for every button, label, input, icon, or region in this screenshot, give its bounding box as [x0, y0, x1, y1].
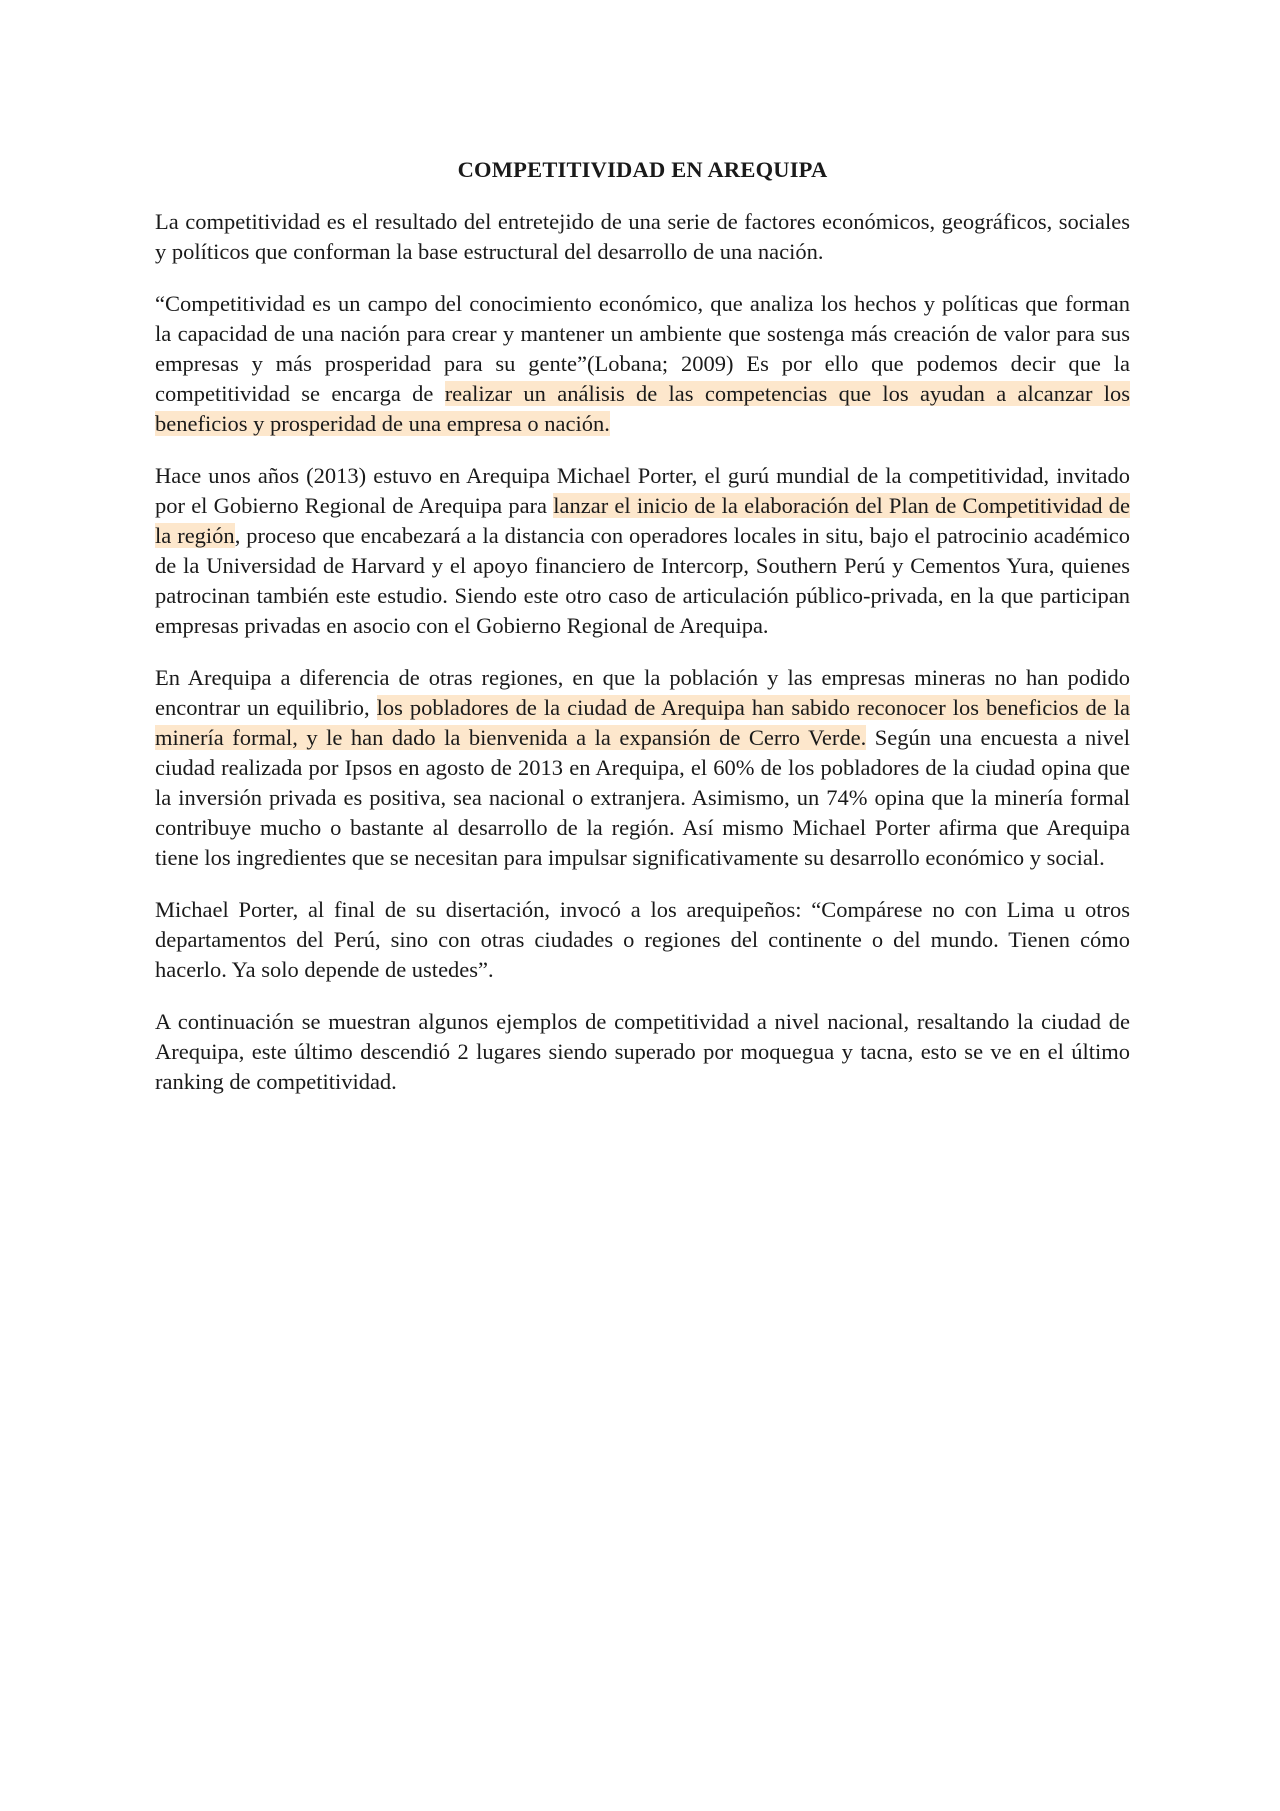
- paragraph-text: La competitividad es el resultado del entretejido de una serie de factores económicos, geográficos, sociales y políticos que conforman la base estructural del desarrollo de una nación.: [155, 209, 1130, 264]
- paragraph-porter-quote: [155, 895, 1130, 985]
- highlighted-text: los pobladores de la ciudad de Arequipa han sabido reconocer los beneficios de la minería formal, y le han dado la bienvenida a la expansión de Cerro Verde.: [155, 695, 1130, 750]
- paragraph-text: , proceso que encabezará a la distancia con operadores locales in situ, bajo el patrocinio académico de la Universidad de Harvard y el apoyo financiero de Intercorp, Southern Perú y Cementos Yura, quienes patrocinan también este estudio. Siendo este otro caso de articulación público-privada, en la que participan empresas privadas en asocio con el Gobierno Regional de Arequipa.: [155, 523, 1130, 638]
- paragraph-michael-porter-visit: [155, 461, 1130, 641]
- paragraph-quote-lobana: [155, 289, 1130, 439]
- paragraph-text: Según una encuesta a nivel ciudad realizada por Ipsos en agosto de 2013 en Arequipa, el 60% de los pobladores de la ciudad opina que la inversión privada es positiva, sea nacional o extranjera. Asimismo, un 74% opina que la minería formal contribuye mucho o bastante al desarrollo de la región. Así mismo Michael Porter afirma que Arequipa tiene los ingredientes que se necesitan para impulsar significativamente su desarrollo económico y social.: [155, 725, 1130, 870]
- document-title: COMPETITIVIDAD EN AREQUIPA: [457, 157, 828, 182]
- highlighted-text: lanzar el inicio de la elaboración del Plan de Competitividad de la región: [155, 493, 1130, 548]
- highlighted-text: realizar un análisis de las competencias que los ayudan a alcanzar los beneficios y prosperidad de una empresa o nación.: [155, 381, 1130, 436]
- paragraph-text: Hace unos años (2013) estuvo en Arequipa Michael Porter, el gurú mundial de la competitividad, invitado por el Gobierno Regional de Arequipa para: [155, 463, 1130, 518]
- paragraph-text: A continuación se muestran algunos ejemplos de competitividad a nivel nacional, resaltando la ciudad de Arequipa, este último descendió 2 lugares siendo superado por moquegua y tacna, esto se ve en el último ranking de competitividad.: [155, 1009, 1130, 1094]
- paragraph-text: Michael Porter, al final de su disertación, invocó a los arequipeños: “Compárese no con Lima u otros departamentos del Perú, sino con otras ciudades o regiones del continente o del mundo. Tienen cómo hacerlo. Ya solo depende de ustedes”.: [155, 897, 1130, 982]
- paragraph-text: “Competitividad es un campo del conocimiento económico, que analiza los hechos y políticas que forman la capacidad de una nación para crear y mantener un ambiente que sostenga más creación de valor para sus empresas y más prosperidad para su gente”(Lobana; 2009) Es por ello que podemos decir que la competitividad se encarga de: [155, 291, 1130, 406]
- paragraph-text: En Arequipa a diferencia de otras regiones, en que la población y las empresas mineras no han podido encontrar un equilibrio,: [155, 665, 1130, 720]
- paragraph-mining-arequipa: [155, 663, 1130, 873]
- paragraph-ranking-intro: [155, 1007, 1130, 1097]
- paragraph-definition: [155, 207, 1130, 267]
